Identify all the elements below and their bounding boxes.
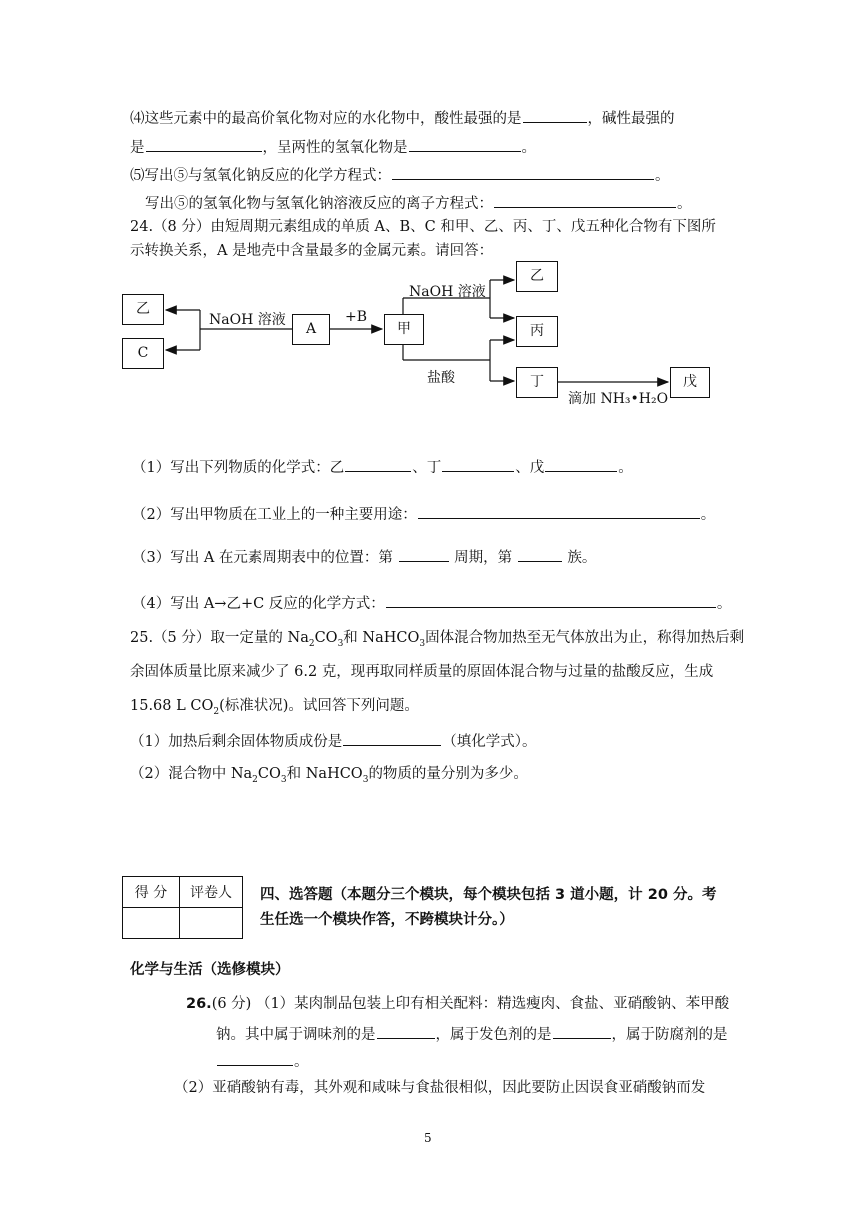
q26-line1: 26.(6 分) （1）某肉制品包装上印有相关配料：精选瘦肉、食盐、亚硝酸钠、苯甲酸 (186, 996, 730, 1012)
answer-blank[interactable] (418, 503, 700, 519)
q26-line2: 钠。其中属于调味剂的是 ，属于发色剂的是 ，属于防腐剂的是 (216, 1023, 728, 1045)
answer-blank[interactable] (343, 730, 441, 746)
q24-sub2: （2）写出甲物质在工业上的一种主要用途： 。 (132, 503, 715, 525)
q24-sub4: （4）写出 A→乙+C 反应的化学方式： 。 (132, 592, 731, 614)
box-a: A (292, 314, 330, 345)
grader-header: 评卷人 (180, 877, 243, 908)
box-yi-left: 乙 (122, 294, 164, 325)
q24-intro-line1: 24.（8 分）由短周期元素组成的单质 A、B、C 和甲、乙、丙、丁、戊五种化合物有下图所 (130, 219, 716, 235)
label-naoh-left: NaOH 溶液 (209, 312, 286, 328)
answer-blank[interactable] (377, 1023, 435, 1039)
answer-blank[interactable] (217, 1050, 293, 1066)
score-cell[interactable] (123, 908, 180, 939)
label-naoh-right: NaOH 溶液 (409, 284, 486, 300)
section4-line2: 生任选一个模块作答，不跨模块计分。） (260, 912, 514, 928)
q24-sub1: （1）写出下列物质的化学式：乙 、丁 、戊 。 (132, 456, 633, 478)
q25-sub1: （1）加热后剩余固体物质成份是 （填化学式）。 (130, 730, 536, 752)
answer-blank[interactable] (386, 592, 716, 608)
q25-line2: 余固体质量比原来减少了 6.2 克，现再取同样质量的原固体混合物与过量的盐酸反应，生成 (130, 664, 714, 680)
box-yi-right: 乙 (516, 261, 558, 292)
module-title: 化学与生活（选修模块） (130, 962, 290, 978)
q25-sub2: （2）混合物中 $Na_2CO_3$和 NaHCO$_3$的物质的量分别为多少。 (130, 766, 528, 785)
score-header: 得 分 (123, 877, 180, 908)
q25-line1: 25.（5 分）取一定量的 $Na_2CO_3$和 NaHCO$_3$固体混合物加热至无气体放出为止，称得加热后剩 (130, 630, 745, 649)
box-c: C (122, 338, 164, 369)
box-jia: 甲 (384, 314, 424, 345)
q23-part5: ⑸写出⑤与氢氧化钠反应的化学方程式： 。 (130, 164, 670, 186)
answer-blank[interactable] (442, 456, 514, 472)
q23-part4-line2: 是 ，呈两性的氢氧化物是 。 (130, 136, 536, 158)
box-wu: 戊 (670, 367, 710, 398)
box-ding: 丁 (516, 367, 558, 398)
answer-blank[interactable] (518, 546, 562, 562)
answer-blank[interactable] (553, 1023, 611, 1039)
answer-blank[interactable] (545, 456, 617, 472)
score-table (122, 876, 243, 939)
section4-line1: 四、选答题（本题分三个模块，每个模块包括 3 道小题，计 20 分。考 (260, 887, 717, 903)
box-bing: 丙 (516, 316, 558, 347)
q26-line3: 。 (216, 1050, 309, 1072)
q23-part6: 写出⑤的氢氧化物与氢氧化钠溶液反应的离子方程式： 。 (145, 192, 692, 214)
label-plus-b: +B (345, 309, 368, 325)
answer-blank[interactable] (345, 456, 411, 472)
q26-line4: （2）亚硝酸钠有毒，其外观和咸味与食盐很相似，因此要防止因误食亚硝酸钠而发 (174, 1080, 706, 1096)
q24-sub3: （3）写出 A 在元素周期表中的位置：第 周期，第 族。 (132, 546, 596, 568)
q25-line3: 15.68 L $CO_2$(标准状况)。试回答下列问题。 (130, 698, 419, 717)
label-hcl: 盐酸 (427, 370, 455, 386)
page-number: 5 (424, 1131, 432, 1145)
grader-cell[interactable] (180, 908, 243, 939)
answer-blank[interactable] (399, 546, 449, 562)
q23-part4-line1: ⑷这些元素中的最高价氧化物对应的水化物中，酸性最强的是 ，碱性最强的 (130, 107, 675, 129)
q24-intro-line2: 示转换关系，A 是地壳中含量最多的金属元素。请回答： (130, 243, 494, 259)
label-nh3: 滴加 NH₃•H₂O (568, 391, 669, 407)
